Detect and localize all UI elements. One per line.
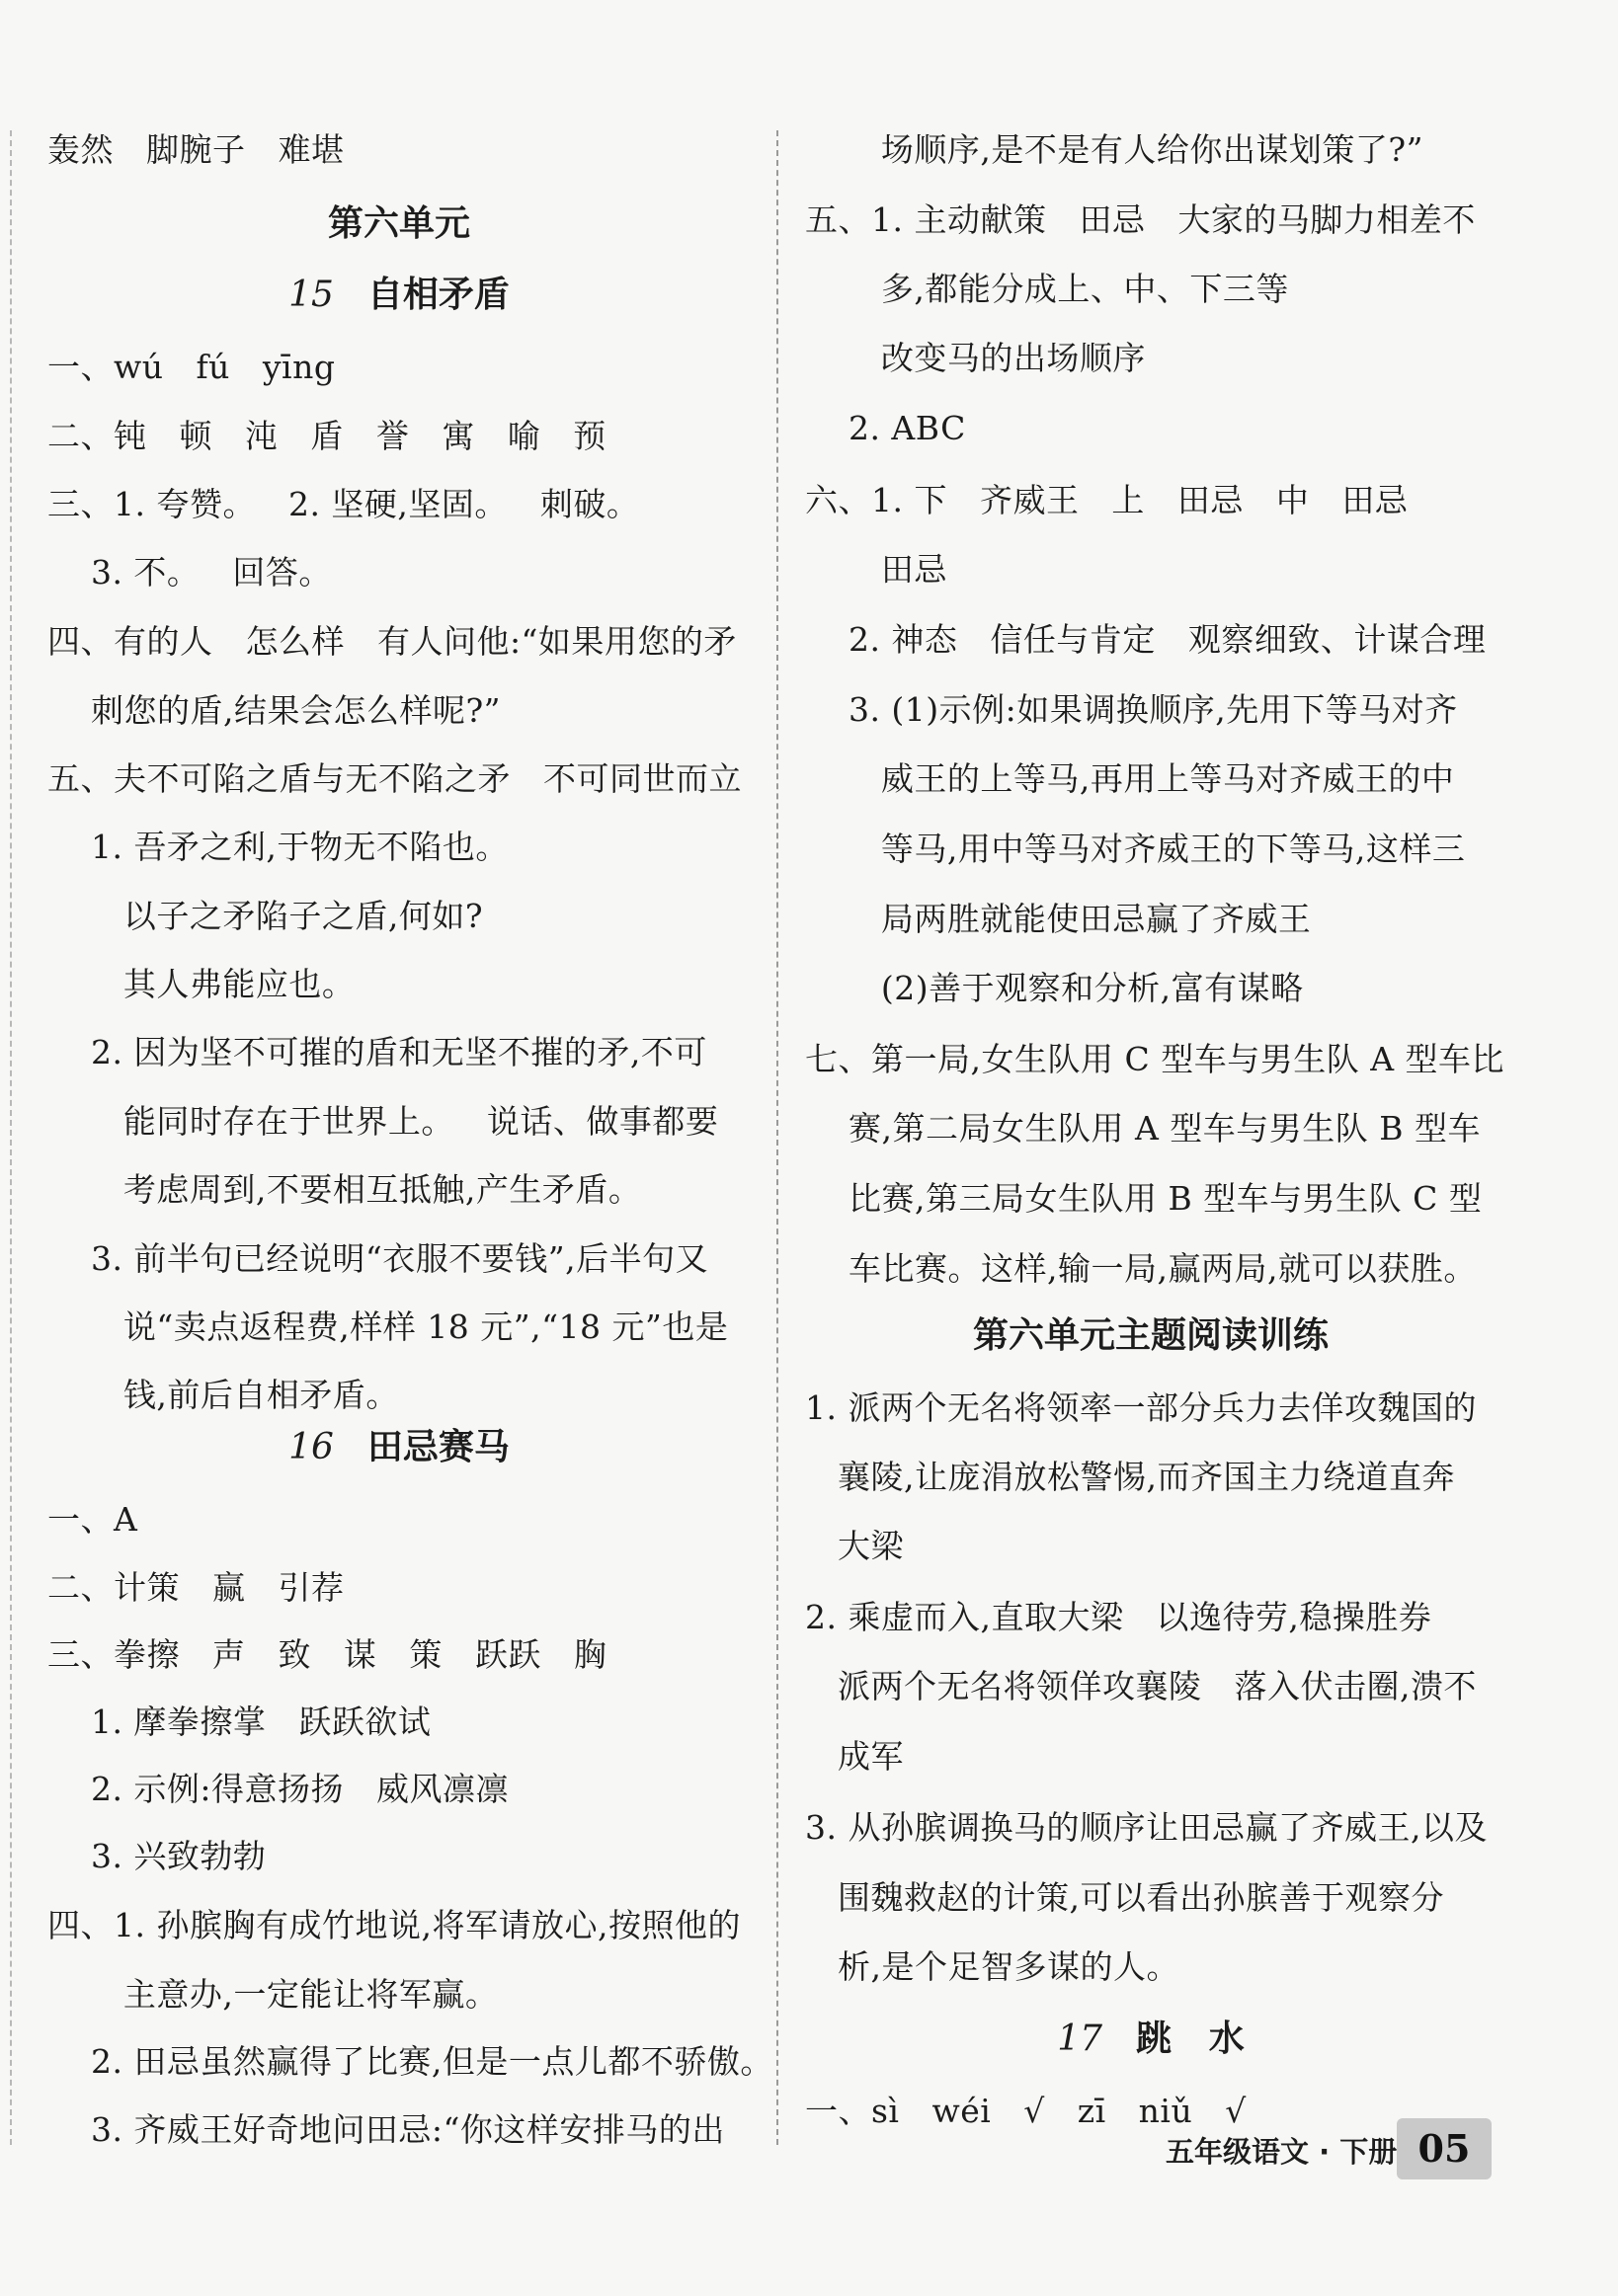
answer-line: 等马,用中等马对齐威王的下等马,这样三: [805, 830, 1466, 868]
answer-line: 四、1. 孙膑胸有成竹地说,将军请放心,按照他的: [47, 1906, 741, 1944]
answer-line: 七、第一局,女生队用 C 型车与男生队 A 型车比: [805, 1040, 1505, 1078]
answer-line: 三、拳擦 声 致 谋 策 跃跃 胸: [47, 1635, 607, 1674]
answer-line: 主意办,一定能让将军赢。: [47, 1975, 499, 2014]
answer-line: 五、1. 主动献策 田忌 大家的马脚力相差不: [805, 200, 1476, 239]
answer-line: 3. 齐威王好奇地问田忌:“你这样安排马的出: [47, 2110, 725, 2149]
answer-line: 考虑周到,不要相互抵触,产生矛盾。: [47, 1170, 642, 1209]
answer-line: 多,都能分成上、中、下三等: [805, 270, 1289, 308]
unit-title: 第六单元: [327, 203, 470, 244]
answer-line: 3. 不。 回答。: [47, 553, 332, 592]
answer-line: 六、1. 下 齐威王 上 田忌 中 田忌: [805, 481, 1409, 519]
answer-line: 3. 兴致勃勃: [47, 1837, 267, 1875]
answer-line: 2. 示例:得意扬扬 威风凛凛: [47, 1770, 510, 1808]
page-number: 05: [1397, 2118, 1492, 2179]
answer-line: 场顺序,是不是有人给你出谋划策了?”: [805, 130, 1423, 169]
lesson-number: 17: [1057, 2019, 1103, 2059]
lesson-title: 自相矛盾: [366, 275, 510, 315]
answer-line: 一、sì wéi √ zī niǔ √: [805, 2092, 1247, 2130]
answer-line: 五、夫不可陷之盾与无不陷之矛 不可同世而立: [47, 759, 742, 798]
answer-line: 3. 从孙膑调换马的顺序让田忌赢了齐威王,以及: [805, 1808, 1488, 1847]
answer-line: 派两个无名将领佯攻襄陵 落入伏击圈,溃不: [805, 1667, 1477, 1705]
answer-line: 赛,第二局女生队用 A 型车与男生队 B 型车: [805, 1109, 1481, 1148]
answer-line: 析,是个足智多谋的人。: [805, 1947, 1179, 1986]
lesson-heading-15: [47, 274, 751, 317]
answer-line: 局两胜就能使田忌赢了齐威王: [805, 900, 1312, 938]
lesson-number: 15: [288, 275, 334, 315]
answer-line: 比赛,第三局女生队用 B 型车与男生队 C 型: [805, 1179, 1483, 1218]
lesson-title: 跳 水: [1136, 2019, 1245, 2059]
answer-line: 其人弗能应也。: [47, 965, 356, 1003]
answer-line: 大梁: [805, 1527, 904, 1565]
answer-line: 三、1. 夸赞。 2. 坚硬,坚固。 刺破。: [47, 485, 640, 523]
answer-line: 改变马的出场顺序: [805, 339, 1146, 377]
answer-line: 1. 吾矛之利,于物无不陷也。: [47, 828, 509, 866]
answer-line: 田忌: [805, 550, 947, 589]
answer-line: 能同时存在于世界上。 说话、做事都要: [47, 1102, 719, 1141]
answer-line: 二、钝 顿 沌 盾 誉 寓 喻 预: [47, 417, 607, 455]
answer-line: 成军: [805, 1737, 904, 1776]
answer-line: 2. 乘虚而入,直取大梁 以逸待劳,稳操胜券: [805, 1598, 1432, 1636]
answer-line: 1. 摩拳擦掌 跃跃欲试: [47, 1702, 432, 1741]
answer-line: 轰然 脚腕子 难堪: [47, 130, 345, 169]
book-label: 五年级语文 · 下册: [1166, 2135, 1398, 2169]
answer-line: 一、wú fú yīng: [47, 348, 336, 386]
answer-line: 2. 因为坚不可摧的盾和无坚不摧的矛,不可: [47, 1033, 707, 1071]
answer-line: 2. 田忌虽然赢得了比赛,但是一点儿都不骄傲。: [47, 2042, 773, 2081]
column-divider: [776, 130, 778, 2145]
answer-line: 3. (1)示例:如果调换顺序,先用下等马对齐: [805, 690, 1458, 729]
reading-training-title: 第六单元主题阅读训练: [972, 1315, 1329, 1356]
lesson-heading-16: [47, 1426, 751, 1469]
page-footer: [1166, 2118, 1541, 2187]
lesson-title: 田忌赛马: [366, 1427, 510, 1467]
answer-line: 四、有的人 怎么样 有人问他:“如果用您的矛: [47, 622, 737, 661]
answer-line: 车比赛。这样,输一局,赢两局,就可以获胜。: [805, 1249, 1477, 1288]
answer-line: 说“卖点返程费,样样 18 元”,“18 元”也是: [47, 1307, 729, 1346]
answer-line: 2. ABC: [805, 409, 966, 447]
answer-line: 1. 派两个无名将领率一部分兵力去佯攻魏国的: [805, 1388, 1477, 1427]
answer-line: 一、A: [47, 1500, 138, 1539]
answer-line: 2. 神态 信任与肯定 观察细致、计谋合理: [805, 620, 1487, 659]
answer-line: 围魏救赵的计策,可以看出孙膑善于观察分: [805, 1878, 1444, 1917]
answer-line: 3. 前半句已经说明“衣服不要钱”,后半句又: [47, 1239, 709, 1278]
answer-line: 钱,前后自相矛盾。: [47, 1376, 399, 1414]
answer-line: 刺您的盾,结果会怎么样呢?”: [47, 691, 502, 730]
answer-line: 襄陵,让庞涓放松警惕,而齐国主力绕道直奔: [805, 1458, 1455, 1496]
lesson-heading-17: [805, 2018, 1497, 2061]
answer-line: (2)善于观察和分析,富有谋略: [805, 969, 1304, 1007]
lesson-number: 16: [288, 1427, 334, 1467]
answer-line: 以子之矛陷子之盾,何如?: [47, 897, 484, 935]
binding-edge-line: [10, 130, 12, 2145]
answer-line: 威王的上等马,再用上等马对齐威王的中: [805, 759, 1455, 798]
answer-line: 二、计策 赢 引荐: [47, 1568, 345, 1607]
